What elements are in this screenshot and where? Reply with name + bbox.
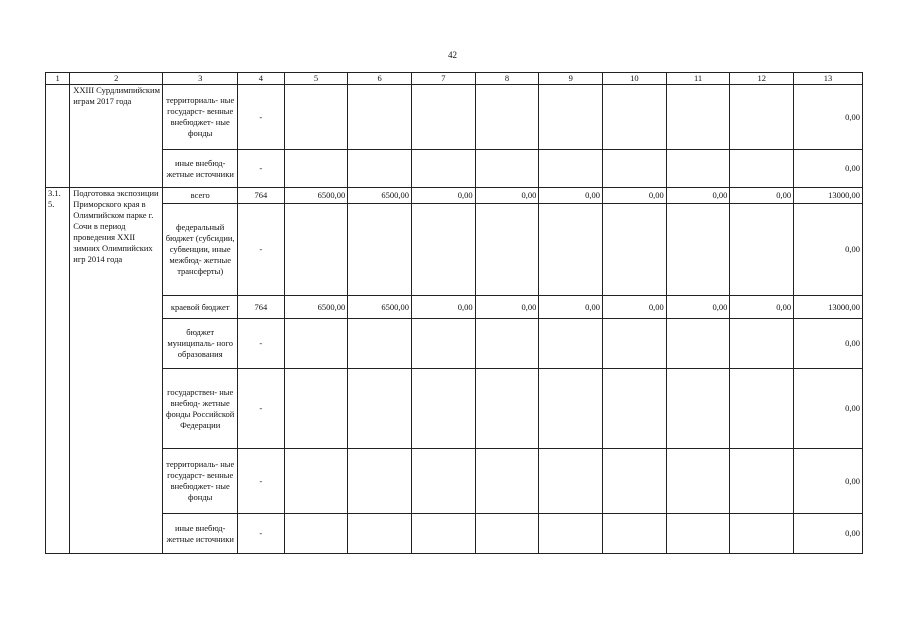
value-cell	[603, 150, 667, 188]
funding-source-cell: государствен- ные внебюд- жетные фонды Российской Федерации	[163, 369, 238, 449]
value-cell	[475, 150, 539, 188]
value-cell	[475, 85, 539, 150]
funding-source-cell: территориаль- ные государст- венные внебюджет- ные фонды	[163, 85, 238, 150]
funding-source-cell: иные внебюд- жетные источники	[163, 514, 238, 554]
value-cell	[666, 449, 730, 514]
value-cell: 0,00	[475, 296, 539, 319]
value-cell	[603, 319, 667, 369]
value-cell	[348, 319, 412, 369]
value-cell: 6500,00	[284, 188, 348, 204]
value-cell	[730, 150, 794, 188]
value-cell	[284, 150, 348, 188]
value-cell	[411, 369, 475, 449]
value-cell	[603, 369, 667, 449]
value-cell	[730, 514, 794, 554]
value-cell	[539, 449, 603, 514]
value-cell	[730, 319, 794, 369]
value-cell: 0,00	[411, 188, 475, 204]
value-cell	[411, 449, 475, 514]
value-cell: 0,00	[475, 188, 539, 204]
column-header: 1	[46, 73, 70, 85]
value-cell: 0,00	[666, 296, 730, 319]
value-cell	[666, 204, 730, 296]
total-cell: 0,00	[794, 319, 863, 369]
value-cell: 0,00	[411, 296, 475, 319]
item-name-cell: Подготовка экспозиции Приморского края в Олимпийском парке г. Сочи в период проведения XXII зимних Олимпийских игр 2014 года	[70, 188, 163, 554]
column-header: 12	[730, 73, 794, 85]
value-cell	[284, 85, 348, 150]
value-cell: 6500,00	[284, 296, 348, 319]
value-cell	[730, 369, 794, 449]
table-row	[46, 150, 863, 188]
value-cell	[666, 85, 730, 150]
value-cell	[666, 319, 730, 369]
code-cell: -	[238, 85, 285, 150]
column-header: 7	[411, 73, 475, 85]
value-cell: 0,00	[730, 188, 794, 204]
value-cell	[284, 369, 348, 449]
value-cell	[539, 85, 603, 150]
header-row	[46, 73, 863, 85]
table-row	[46, 369, 863, 449]
value-cell	[730, 85, 794, 150]
value-cell: 0,00	[730, 296, 794, 319]
value-cell	[475, 449, 539, 514]
column-header: 5	[284, 73, 348, 85]
value-cell: 0,00	[603, 296, 667, 319]
item-number-cell: 3.1. 5.	[46, 188, 70, 554]
table-row	[46, 85, 863, 150]
value-cell	[539, 369, 603, 449]
budget-table	[45, 72, 863, 554]
total-cell: 0,00	[794, 204, 863, 296]
column-header: 13	[794, 73, 863, 85]
code-cell: 764	[238, 188, 285, 204]
funding-source-cell: федеральный бюджет (субсидии, субвенции, иные межбюд- жетные трансферты)	[163, 204, 238, 296]
total-cell: 13000,00	[794, 188, 863, 204]
value-cell	[475, 204, 539, 296]
value-cell	[539, 204, 603, 296]
page-number: 42	[448, 50, 457, 60]
value-cell: 6500,00	[348, 188, 412, 204]
value-cell	[603, 449, 667, 514]
table-row	[46, 188, 863, 204]
total-cell: 13000,00	[794, 296, 863, 319]
code-cell: 764	[238, 296, 285, 319]
value-cell: 0,00	[539, 296, 603, 319]
value-cell	[603, 85, 667, 150]
table-row	[46, 449, 863, 514]
value-cell	[411, 204, 475, 296]
total-cell: 0,00	[794, 150, 863, 188]
table-row	[46, 319, 863, 369]
value-cell: 6500,00	[348, 296, 412, 319]
value-cell	[348, 150, 412, 188]
value-cell	[348, 449, 412, 514]
funding-source-cell: территориаль- ные государст- венные внебюджет- ные фонды	[163, 449, 238, 514]
value-cell: 0,00	[603, 188, 667, 204]
funding-source-cell: иные внебюд- жетные источники	[163, 150, 238, 188]
funding-source-cell: бюджет муниципаль- ного образования	[163, 319, 238, 369]
value-cell	[603, 514, 667, 554]
value-cell	[475, 369, 539, 449]
value-cell	[348, 369, 412, 449]
funding-source-cell: краевой бюджет	[163, 296, 238, 319]
total-cell: 0,00	[794, 449, 863, 514]
code-cell: -	[238, 449, 285, 514]
value-cell	[475, 319, 539, 369]
value-cell	[730, 449, 794, 514]
code-cell: -	[238, 514, 285, 554]
table-row	[46, 514, 863, 554]
funding-source-cell: всего	[163, 188, 238, 204]
code-cell: -	[238, 319, 285, 369]
value-cell	[730, 204, 794, 296]
code-cell: -	[238, 204, 285, 296]
value-cell	[411, 319, 475, 369]
item-name-cell: XXIII Сурдлимпийским играм 2017 года	[70, 85, 163, 188]
column-header: 2	[70, 73, 163, 85]
table-row	[46, 204, 863, 296]
total-cell: 0,00	[794, 369, 863, 449]
value-cell	[284, 449, 348, 514]
value-cell	[284, 514, 348, 554]
total-cell: 0,00	[794, 514, 863, 554]
value-cell	[284, 319, 348, 369]
item-number-cell	[46, 85, 70, 188]
value-cell	[539, 150, 603, 188]
value-cell	[411, 514, 475, 554]
value-cell	[411, 150, 475, 188]
value-cell	[411, 85, 475, 150]
value-cell	[666, 514, 730, 554]
value-cell	[666, 150, 730, 188]
table-row	[46, 296, 863, 319]
value-cell	[603, 204, 667, 296]
column-header: 9	[539, 73, 603, 85]
code-cell: -	[238, 150, 285, 188]
code-cell: -	[238, 369, 285, 449]
value-cell	[539, 514, 603, 554]
value-cell	[284, 204, 348, 296]
column-header: 4	[238, 73, 285, 85]
column-header: 10	[603, 73, 667, 85]
total-cell: 0,00	[794, 85, 863, 150]
column-header: 11	[666, 73, 730, 85]
value-cell	[539, 319, 603, 369]
value-cell: 0,00	[666, 188, 730, 204]
value-cell: 0,00	[539, 188, 603, 204]
value-cell	[348, 514, 412, 554]
column-header: 8	[475, 73, 539, 85]
value-cell	[348, 204, 412, 296]
column-header: 6	[348, 73, 412, 85]
value-cell	[475, 514, 539, 554]
value-cell	[348, 85, 412, 150]
value-cell	[666, 369, 730, 449]
column-header: 3	[163, 73, 238, 85]
